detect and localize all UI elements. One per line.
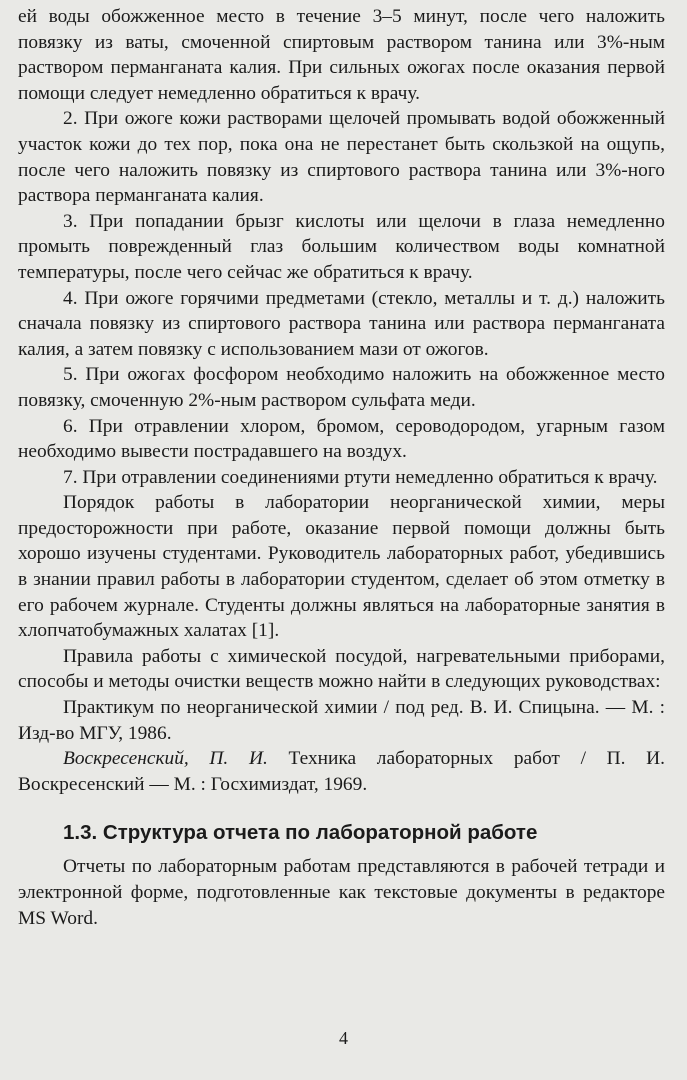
- reference-text: Практикум по неорганической химии / под ред. В. И. Спицына. — М. : Изд-во МГУ, 1986.: [18, 697, 665, 744]
- paragraph-item-2: 2. При ожоге кожи растворами щелочей промывать водой обожженный участок кожи до тех пор, пока она не перестанет быть скользкой на ощупь, после чего наложить повязку из спиртового раствора танина или 3%-ного раствора перманганата калия.: [18, 108, 665, 207]
- paragraph-item-4: 4. При ожоге горячими предметами (стекло, металлы и т. д.) наложить сначала повязку из спиртового раствора танина или раствора перманганата калия, а затем повязку с использованием мази от ожогов.: [18, 287, 665, 360]
- paragraph-item-7: 7. При отравлении соединениями ртути немедленно обратиться к врачу.: [63, 466, 658, 488]
- paragraph-guides-intro: Правила работы с химической посудой, нагревательными приборами, способы и методы очистки веществ можно найти в следующих руководствах:: [18, 645, 665, 693]
- reference-item: [18, 695, 665, 746]
- reference-text: Техника лабораторных работ / П. И. Воскресенский — М. : Госхимиздат, 1969.: [18, 748, 666, 795]
- section-paragraph: Отчеты по лабораторным работам представляются в рабочей тетради и электронной форме, подготовленные как текстовые документы в редакторе MS Word.: [18, 856, 665, 929]
- paragraph-continuation: ей воды обожженное место в течение 3–5 минут, после чего наложить повязку из ваты, смоченной спиртовым раствором танина или 3%-ным раствором перманганата калия. При сильных ожогах после оказания первой помощи следует немедленно обратиться к врачу.: [18, 6, 665, 104]
- paragraph-item-3: 3. При попадании брызг кислоты или щелочи в глаза немедленно промыть поврежденный глаз большим количеством воды комнатной температуры, после чего сейчас же обратиться к врачу.: [18, 210, 665, 283]
- section-body: [18, 854, 665, 931]
- reference-author: Воскресенский, П. И.: [63, 748, 268, 770]
- section-heading: 1.3. Структура отчета по лабораторной работе: [63, 821, 538, 845]
- page-number: 4: [339, 1028, 348, 1048]
- paragraph-lab-rules: Порядок работы в лаборатории неорганической химии, меры предосторожности при работе, оказание первой помощи должны быть хорошо изучены студентами. Руководитель лабораторных работ, убедившись в знании правил работы в лаборатории студентом, сделает об этом отметку в его рабочем журнале. Студенты должны являться на лабораторные занятия в хлопчатобумажных халатах [1].: [18, 492, 665, 642]
- body-text: [18, 4, 665, 797]
- paragraph-item-6: 6. При отравлении хлором, бромом, сероводородом, угарным газом необходимо вывести пострадавшего на воздух.: [18, 415, 665, 463]
- paragraph-item-5: 5. При ожогах фосфором необходимо наложить на обожженное место повязку, смоченную 2%-ным раствором сульфата меди.: [18, 364, 665, 411]
- reference-item: [18, 746, 665, 797]
